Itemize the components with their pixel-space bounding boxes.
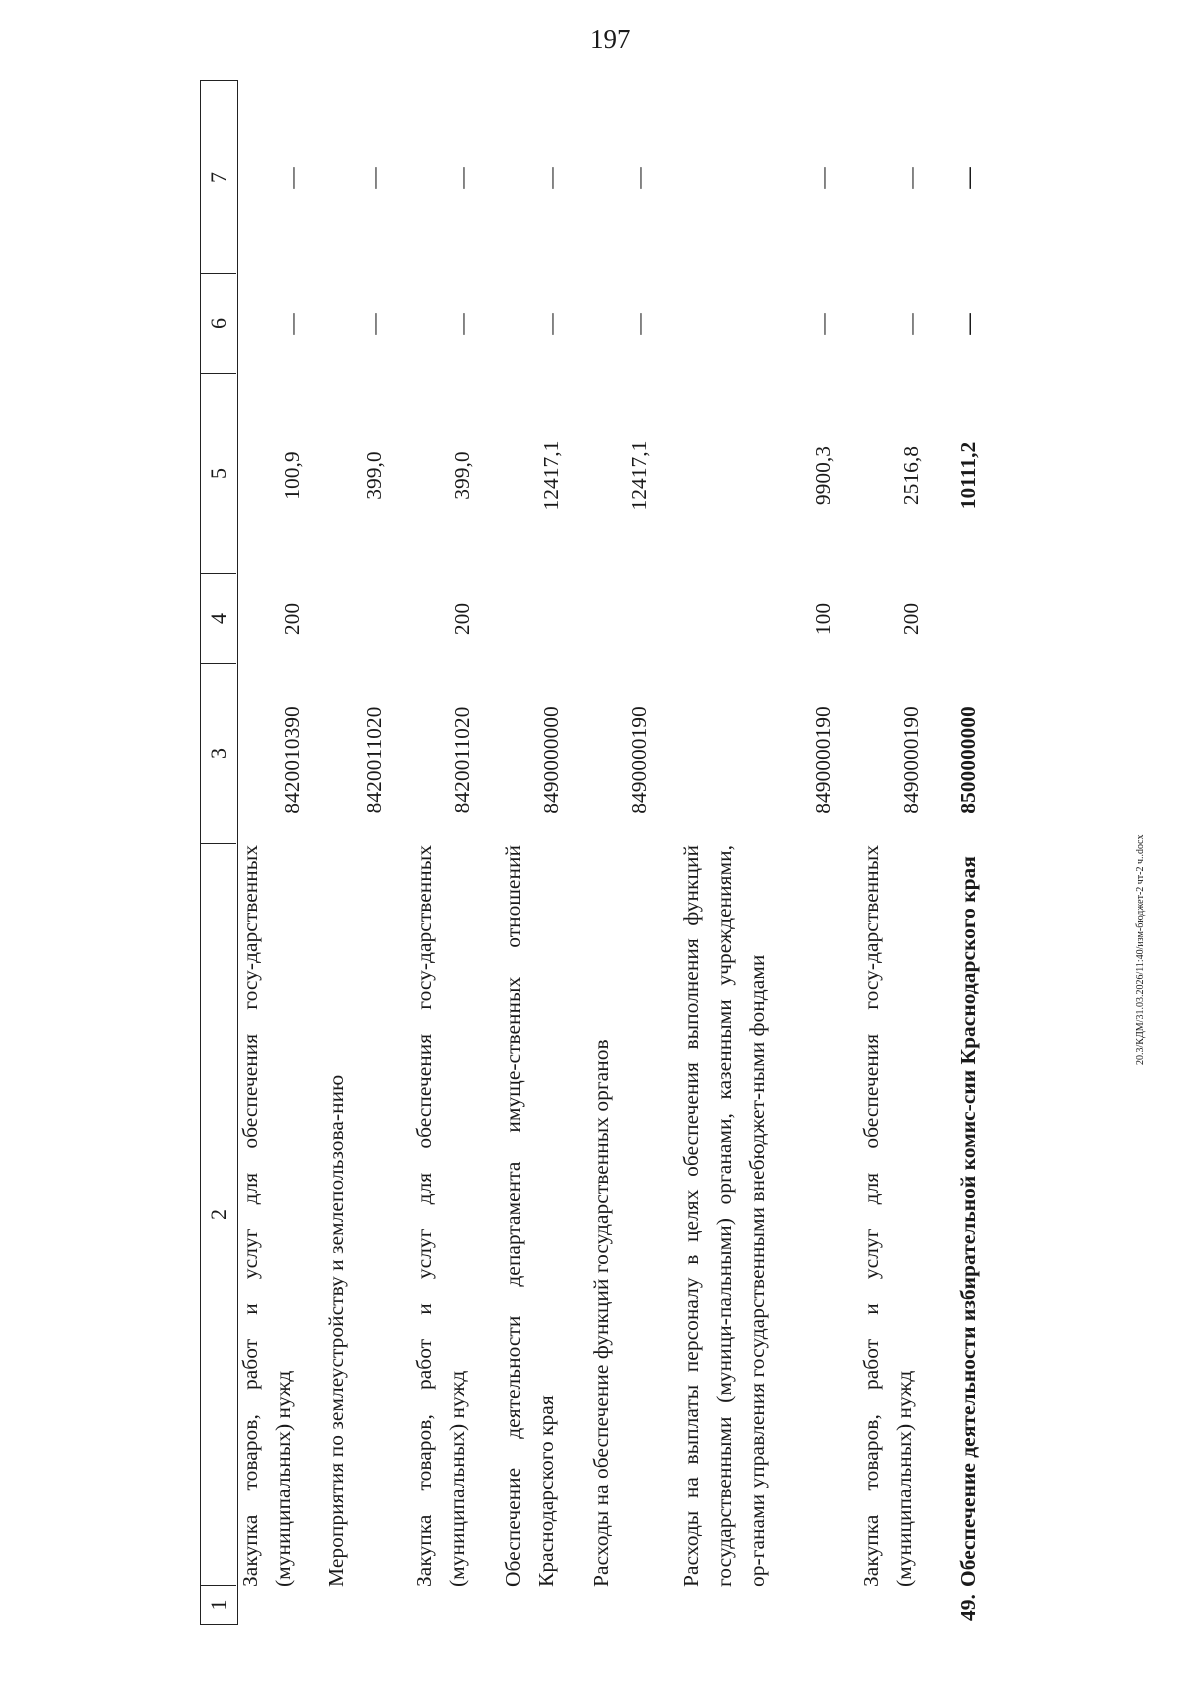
footer-file-path: 20.3/КДМ/31.03.2026/11:40/изм-бюджет-2 чт-2 ч..docx — [1135, 834, 1146, 1065]
row-vr: 200 — [899, 602, 923, 636]
row-code: 8420010390 — [280, 706, 304, 814]
row-amount: 399,0 — [450, 451, 474, 500]
header-col-5: 5 — [201, 374, 236, 574]
row-amount: 399,0 — [362, 451, 386, 500]
row-col6: — — [627, 313, 651, 335]
header-col-1: 1 — [206, 1599, 231, 1611]
row-name: Обеспечение деятельности избирательной комис-сии Краснодарского края — [956, 856, 980, 1587]
row-code: 8420011020 — [362, 706, 386, 814]
row-col7: — — [956, 167, 980, 189]
row-amount: 2516,8 — [899, 445, 923, 506]
row-col6: — — [450, 313, 474, 335]
row-name: Расходы на выплаты персоналу в целях обеспечения выполнения функций государственными (муници-пальными) органами, казенными учреждениями, ор-ганами управления государственными внебюджет-ными фондами — [679, 845, 769, 1587]
row-code: 8490000190 — [811, 706, 835, 814]
row-amount: 12417,1 — [627, 440, 651, 511]
row-col7: — — [899, 167, 923, 189]
row-code: 8500000000 — [956, 706, 980, 814]
row-col6: — — [899, 313, 923, 335]
header-col-4: 4 — [201, 574, 236, 664]
row-col7: — — [539, 167, 563, 189]
row-amount: 100,9 — [280, 451, 304, 500]
row-name: Обеспечение деятельности департамента имуще-ственных отношений Краснодарского края — [501, 845, 558, 1587]
row-name: Закупка товаров, работ и услуг для обеспечения госу-дарственных (муниципальных) нужд — [859, 845, 916, 1587]
page-number: 197 — [590, 24, 631, 54]
row-code: 8490000000 — [539, 706, 563, 814]
row-name: Расходы на обеспечение функций государственных органов — [589, 1039, 613, 1587]
row-col6: — — [811, 313, 835, 335]
row-col7: — — [627, 167, 651, 189]
row-col7: — — [362, 167, 386, 189]
row-col7: — — [280, 167, 304, 189]
row-col6: — — [539, 313, 563, 335]
row-col6: — — [362, 313, 386, 335]
header-col-7: 7 — [201, 82, 236, 274]
row-col6: — — [280, 313, 304, 335]
table-header-row — [200, 80, 238, 1625]
row-amount: 9900,3 — [811, 445, 835, 506]
row-amount: 12417,1 — [539, 440, 563, 511]
rotated-budget-table — [200, 80, 1060, 1625]
row-number: 49. — [956, 1594, 980, 1621]
row-col7: — — [811, 167, 835, 189]
row-name: Мероприятия по землеустройству и землепользова-нию — [324, 1074, 348, 1587]
row-vr: 100 — [811, 602, 835, 636]
header-col-2: 2 — [201, 844, 236, 1586]
row-name: Закупка товаров, работ и услуг для обеспечения госу-дарственных (муниципальных) нужд — [412, 845, 469, 1587]
header-col-3: 3 — [201, 664, 236, 844]
row-vr: 200 — [450, 602, 474, 636]
row-vr: 200 — [280, 602, 304, 636]
row-col6: — — [956, 313, 980, 335]
row-code: 8490000190 — [899, 706, 923, 814]
row-amount: 10111,2 — [956, 441, 980, 510]
header-col-6: 6 — [201, 274, 236, 374]
row-code: 8420011020 — [450, 706, 474, 814]
row-code: 8490000190 — [627, 706, 651, 814]
row-name: Закупка товаров, работ и услуг для обеспечения госу-дарственных (муниципальных) нужд — [238, 845, 295, 1587]
row-col7: — — [450, 167, 474, 189]
